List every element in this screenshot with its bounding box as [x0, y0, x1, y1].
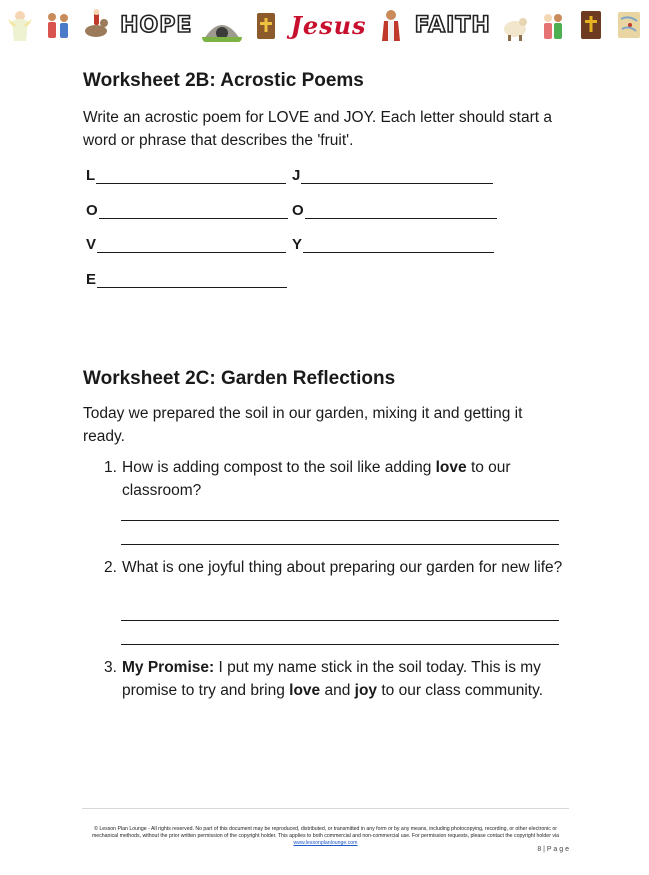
children-icon: [539, 7, 567, 43]
acrostic-row-love-o[interactable]: [86, 202, 288, 219]
lamb-icon: [501, 7, 529, 43]
acrostic-letter: E: [86, 271, 97, 288]
banner-word-jesus: Jesus: [290, 10, 367, 40]
page-number: 8 | P a g e: [537, 846, 569, 853]
acrostic-letter: L: [86, 167, 96, 184]
acrostic-letter: V: [86, 236, 97, 253]
acrostic-letter: O: [292, 202, 304, 219]
question-text: My Promise: I put my name stick in the soil today. This is my promise to try and bring love and joy to our class community.: [122, 659, 544, 699]
question-text: What is one joyful thing about preparing our garden for new life?: [122, 559, 563, 576]
copyright-notice: © Lesson Plan Lounge - All rights reserved. No part of this document may be reproduced, distributed, or transmitted in any form or by any means, including photocopying, recording, or other electronic or mechanical methods, without the prior written permission of the copyright holder. This applies to both commercial and non-commercial use. For permission requests, please contact the copyright holder via www.lessonplanlounge.com: [91, 826, 559, 846]
map-icon: [615, 7, 643, 43]
question-number: 2.: [104, 559, 117, 576]
worksheet-2c-instructions: Today we prepared the soil in our garden, mixing it and getting it ready.: [83, 405, 523, 445]
question-text: How is adding compost to the soil like adding love to our classroom?: [122, 459, 511, 499]
acrostic-row-joy-j[interactable]: [292, 167, 493, 184]
acrostic-row-love-v[interactable]: [86, 236, 286, 253]
acrostic-letter: Y: [292, 236, 303, 253]
donkey-icon: [82, 7, 110, 43]
footer-divider: [82, 808, 569, 809]
question-number: 3.: [104, 659, 117, 676]
worksheet-2b-title: Worksheet 2B: Acrostic Poems: [83, 70, 364, 91]
acrostic-letter: O: [86, 202, 98, 219]
book-icon: [252, 7, 280, 43]
answer-line[interactable]: [121, 620, 559, 621]
website-link[interactable]: www.lessonplanlounge.com: [293, 840, 358, 846]
acrostic-row-love-l[interactable]: [86, 167, 286, 184]
acrostic-letter: J: [292, 167, 301, 184]
angel-icon: [6, 7, 34, 43]
jesus-figure-icon: [377, 7, 405, 43]
answer-line[interactable]: [121, 544, 559, 545]
question-3: [104, 656, 564, 702]
banner-word-faith: FAITH: [414, 12, 491, 38]
acrostic-row-joy-o[interactable]: [292, 202, 497, 219]
answer-line[interactable]: [121, 644, 559, 645]
question-1: [104, 456, 564, 502]
worksheet-2c-title: Worksheet 2C: Garden Reflections: [83, 368, 396, 389]
question-2: [104, 556, 564, 579]
family-icon: [44, 7, 72, 43]
acrostic-row-love-e[interactable]: [86, 271, 287, 288]
header-banner: [0, 0, 649, 50]
question-number: 1.: [104, 459, 117, 476]
bible-icon: [577, 7, 605, 43]
answer-line[interactable]: [121, 520, 559, 521]
acrostic-row-joy-y[interactable]: [292, 236, 494, 253]
tomb-icon: [202, 7, 242, 43]
worksheet-2b-instructions: Write an acrostic poem for LOVE and JOY. Each letter should start a word or phrase that describes the 'fruit'.: [83, 109, 552, 149]
banner-word-hope: HOPE: [120, 12, 193, 38]
